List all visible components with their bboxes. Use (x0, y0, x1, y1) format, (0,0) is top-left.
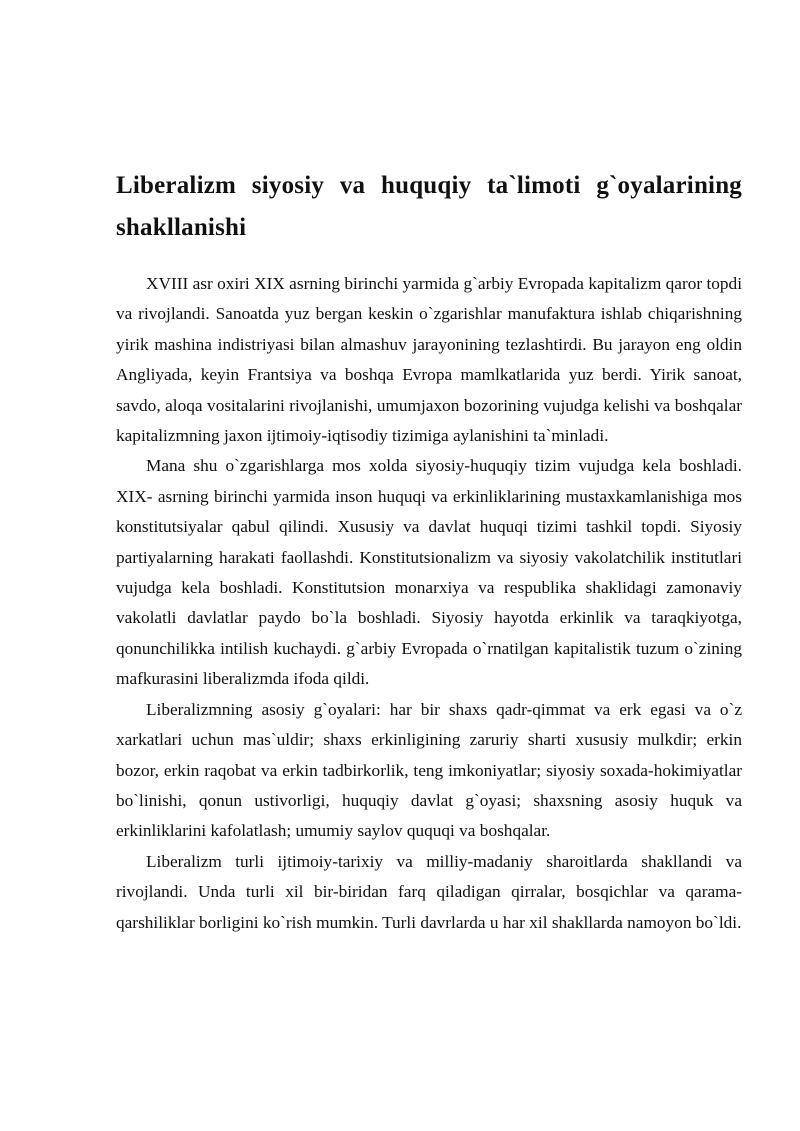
paragraph-1: XVIII asr oxiri XIX asrning birinchi yarmida g`arbiy Evropada kapitalizm qaror topdi va rivojlandi. Sanoatda yuz bergan keskin o`zgarishlar manufaktura ishlab chiqarishning yirik mashina indistriyasi bilan almashuv jarayonining tezlashtirdi. Bu jarayon eng oldin Angliyada, keyin Frantsiya va boshqa Evropa mamlkatlarida yuz berdi. Yirik sanoat, savdo, aloqa vositalarini rivojlanishi, umumjaxon bozorining vujudga kelishi va boshqalar kapitalizmning jaxon ijtimoiy-iqtisodiy tizimiga aylanishini ta`minladi. (116, 274, 742, 446)
paragraph-4: Liberalizm turli ijtimoiy-tarixiy va milliy-madaniy sharoitlarda shakllandi va rivojlandi. Unda turli xil bir-biridan farq qiladigan qirralar, bosqichlar va qarama-qarshiliklar borligini ko`rish mumkin. Turli davrlarda u har xil shakllarda namoyon bo`ldi. (116, 851, 742, 932)
document-title: Liberalizm siyosiy va huquqiy ta`limoti g`oyalarining shakllanishi (116, 172, 742, 241)
paragraph-2: Mana shu o`zgarishlarga mos xolda siyosiy-huquqiy tizim vujudga kela boshladi. XIX- asrning birinchi yarmida inson huquqi va erkinliklarining mustaxkamlanishiga mos konstitutsiyalar qabul qilindi. Xususiy va davlat huquqi tizimi tashkil topdi. Siyosiy partiyalarning harakati faollashdi. Konstitutsionalizm va siyosiy vakolatchilik institutlari vujudga kela boshladi. Konstitutsion monarxiya va respublika shaklidagi zamonaviy vakolatli davlatlar paydo bo`la boshladi. Siyosiy hayotda erkinlik va taraqkiyotga, qonunchilikka intilish kuchaydi. g`arbiy Evropada o`rnatilgan kapitalistik tuzum o`zining mafkurasini liberalizmda ifoda qildi. (116, 456, 742, 689)
paragraph-3: Liberalizmning asosiy g`oyalari: har bir shaxs qadr-qimmat va erk egasi va o`z xarkatlari uchun mas`uldir; shaxs erkinligining zaruriy sharti xususiy mulkdir; erkin bozor, erkin raqobat va erkin tadbirkorlik, teng imkoniyatlar; siyosiy soxada-hokimiyatlar bo`linishi, qonun ustivorligi, huquqiy davlat g`oyasi; shaxsning asosiy huquk va erkinliklarini kafolatlash; umumiy saylov ququqi va boshqalar. (116, 699, 742, 841)
document-page (116, 165, 742, 938)
